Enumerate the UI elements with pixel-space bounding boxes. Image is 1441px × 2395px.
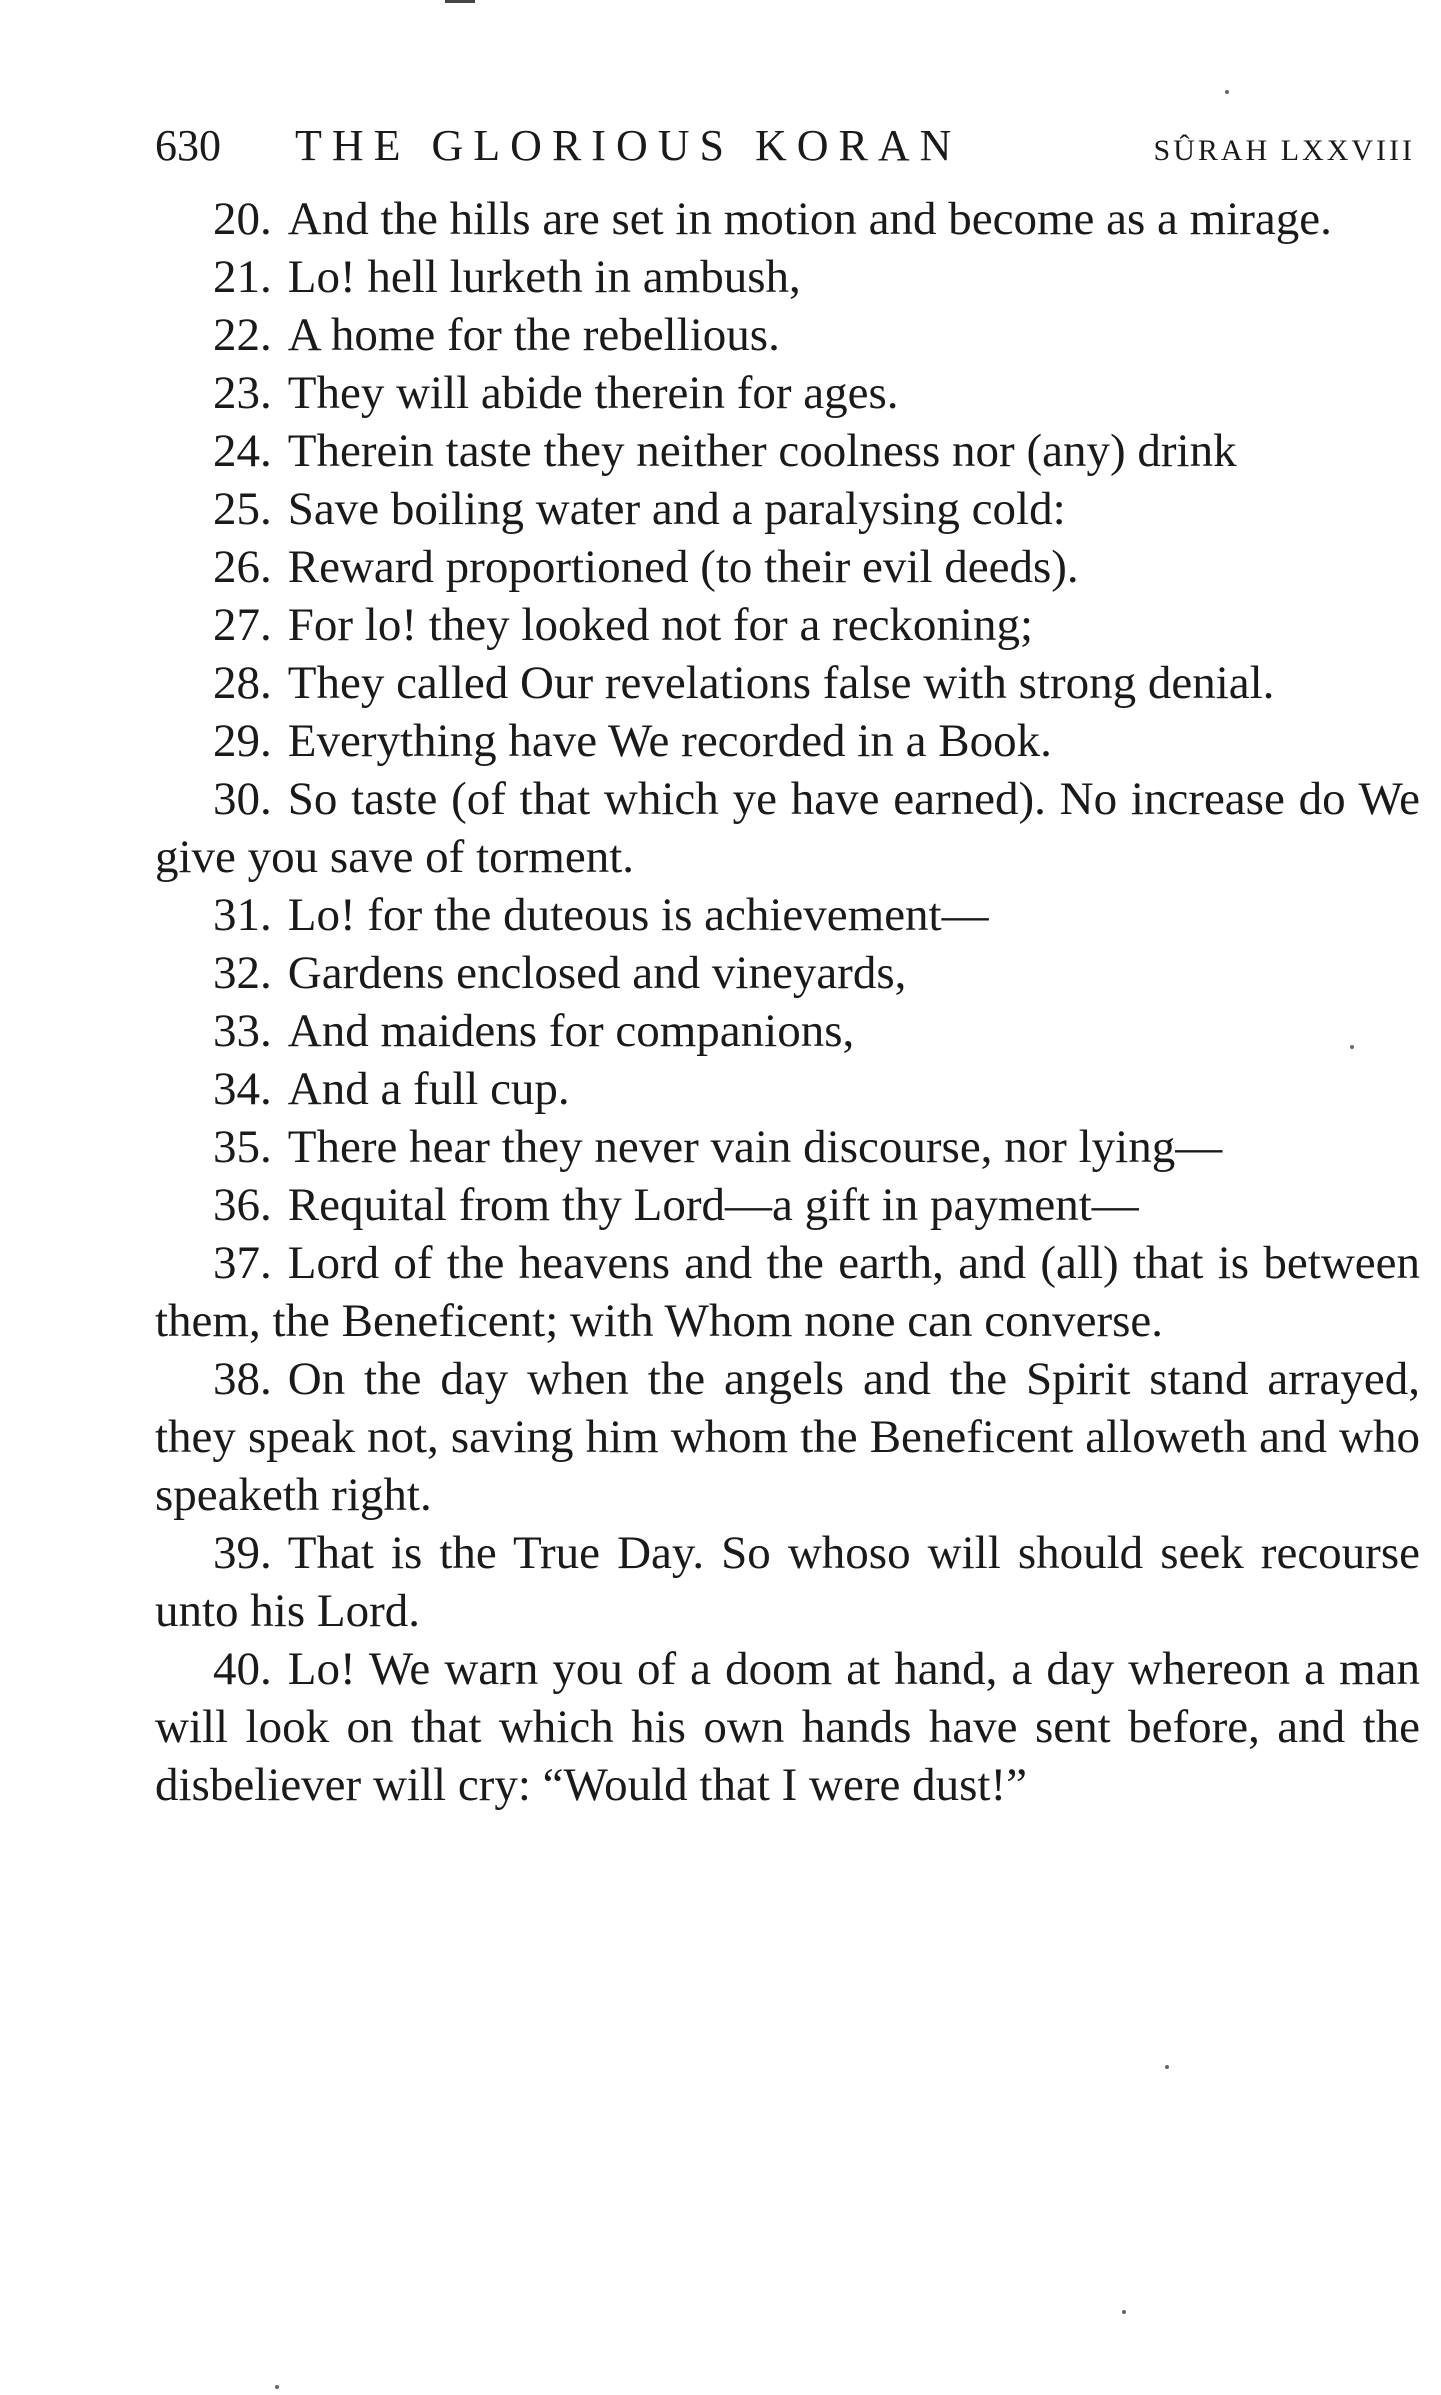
verse-number: 40. [213, 1643, 272, 1695]
verse-text: Requital from thy Lord—a gift in payment— [287, 1179, 1139, 1231]
verse-number: 20. [213, 193, 272, 245]
verse [155, 1002, 1420, 1060]
verse [155, 422, 1420, 480]
verse [155, 1234, 1420, 1350]
speck [1225, 90, 1229, 94]
verse-number: 26. [213, 541, 272, 593]
verse-text: And the hills are set in motion and become as a mirage. [287, 193, 1332, 245]
speck [1350, 1045, 1354, 1049]
verse-text: That is the True Day. So whoso will should seek recourse unto his Lord. [155, 1527, 1420, 1637]
running-header [155, 120, 1415, 180]
verse-number: 33. [213, 1005, 272, 1057]
verse [155, 1176, 1420, 1234]
speck [1165, 2065, 1169, 2069]
verse-text: And maidens for companions, [287, 1005, 855, 1057]
page-number: 630 [155, 121, 221, 170]
verse-list [155, 190, 1420, 1814]
verse-text: Everything have We recorded in a Book. [287, 715, 1052, 767]
verse-text: Save boiling water and a paralysing cold: [287, 483, 1066, 535]
verse-text: Lord of the heavens and the earth, and (all) that is between them, the Beneficent; with Whom none can converse. [155, 1237, 1420, 1347]
verse [155, 1640, 1420, 1814]
verse-text: They called Our revelations false with strong denial. [287, 657, 1275, 709]
verse-text: Reward proportioned (to their evil deeds). [287, 541, 1079, 593]
verse-text: There hear they never vain discourse, nor lying— [287, 1121, 1223, 1173]
verse-number: 38. [213, 1353, 272, 1405]
verse-number: 28. [213, 657, 272, 709]
verse-text: A home for the rebellious. [287, 309, 780, 361]
verse-number: 29. [213, 715, 272, 767]
verse [155, 1118, 1420, 1176]
verse-number: 27. [213, 599, 272, 651]
verse [155, 364, 1420, 422]
verse-number: 39. [213, 1527, 272, 1579]
verse-number: 31. [213, 889, 272, 941]
verse [155, 1524, 1420, 1640]
verse-text: They will abide therein for ages. [287, 367, 899, 419]
verse [155, 944, 1420, 1002]
verse [155, 770, 1420, 886]
verse-number: 23. [213, 367, 272, 419]
verse [155, 306, 1420, 364]
verse-number: 25. [213, 483, 272, 535]
verse-text: Lo! hell lurketh in ambush, [287, 251, 801, 303]
verse-number: 24. [213, 425, 272, 477]
verse-number: 22. [213, 309, 272, 361]
verse-text: Gardens enclosed and vineyards, [287, 947, 907, 999]
verse-number: 32. [213, 947, 272, 999]
verse-number: 21. [213, 251, 272, 303]
verse-number: 35. [213, 1121, 272, 1173]
verse-number: 37. [213, 1237, 272, 1289]
verse [155, 248, 1420, 306]
verse-text: On the day when the angels and the Spirit stand arrayed, they speak not, saving him whom the Beneficent alloweth and who speaketh right. [155, 1353, 1420, 1521]
book-title: THE GLORIOUS KORAN [295, 121, 962, 170]
verse-number: 34. [213, 1063, 272, 1115]
verse-text: For lo! they looked not for a reckoning; [287, 599, 1034, 651]
verse-text: And a full cup. [287, 1063, 570, 1115]
verse [155, 712, 1420, 770]
verse-number: 30. [213, 773, 272, 825]
verse-text: Therein taste they neither coolness nor (any) drink [287, 425, 1237, 477]
verse [155, 596, 1420, 654]
verse [155, 886, 1420, 944]
surah-title: SÛRAH LXXVIII [1153, 134, 1415, 167]
verse [155, 480, 1420, 538]
verse [155, 1350, 1420, 1524]
verse-text: Lo! for the duteous is achievement— [287, 889, 989, 941]
verse-text: Lo! We warn you of a doom at hand, a day whereon a man will look on that which his own hands have sent before, and the disbeliever will cry: “Would that I were dust!” [155, 1643, 1420, 1811]
verse [155, 654, 1420, 712]
verse-number: 36. [213, 1179, 272, 1231]
verse [155, 1060, 1420, 1118]
verse [155, 190, 1420, 248]
verse-text: So taste (of that which ye have earned). No increase do We give you save of torment. [155, 773, 1420, 883]
scan-mark [445, 0, 475, 3]
speck [275, 2385, 279, 2389]
speck [1122, 2310, 1126, 2314]
verse [155, 538, 1420, 596]
